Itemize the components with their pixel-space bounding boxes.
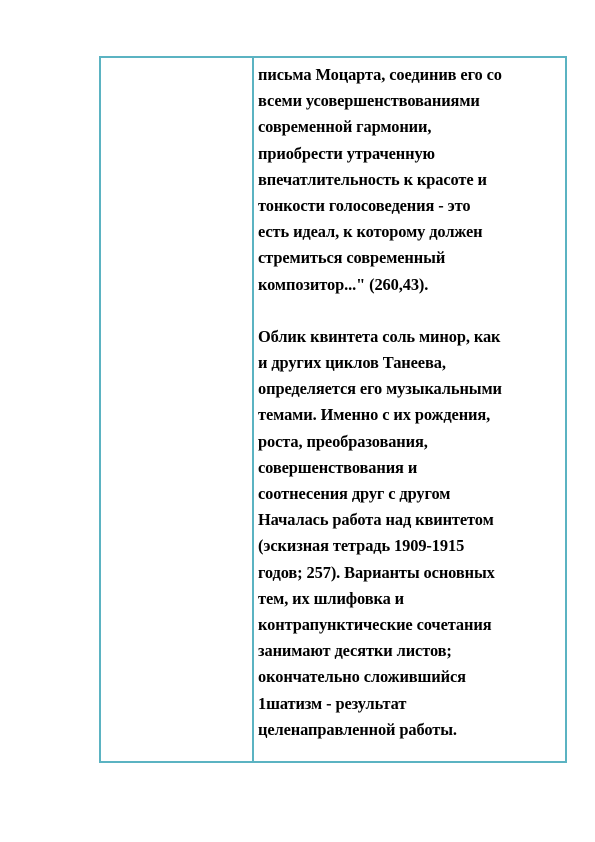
paragraph-quintet-description: Облик квинтета соль минор, как и других циклов Танеева, определяется его музыкальными темами. Именно с их рождения, роста, преобразования, совершенствования и соотнесения друг с другом Началась работа над квинтетом (эскизная тетрадь 1909-1915 годов; 257). Варианты основных тем, их шлифовка и контрапунктические сочетания занимают десятки листов; окончательно сложившийся 1шатизм - результат целенаправленной работы. <box>258 326 502 739</box>
table-cell-left <box>101 58 252 761</box>
column-divider <box>252 58 254 761</box>
table-cell-right <box>258 62 563 743</box>
two-column-table <box>99 56 567 763</box>
paragraph-mozart-quote: письма Моцарта, соединив его со всеми усовершенствованиями современной гармонии, приобрести утраченную впечатлительность к красоте и тонкости голосоведения - это есть идеал, к которому должен стремиться современный композитор..." (260,43). <box>258 65 502 294</box>
